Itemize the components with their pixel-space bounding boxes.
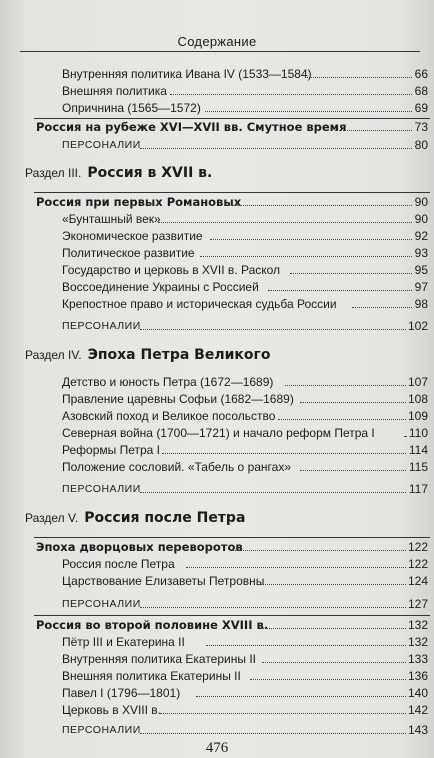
toc-entry-page: 90 [414, 212, 428, 226]
divider [34, 615, 430, 616]
toc-entry[interactable] [0, 668, 434, 684]
section-title: Россия после Петра [84, 510, 246, 526]
toc-entry[interactable] [0, 391, 434, 407]
toc-entry[interactable] [0, 66, 434, 82]
leader-dots [140, 329, 406, 330]
toc-entry[interactable] [0, 685, 434, 701]
leader-dots [300, 470, 406, 471]
toc-entry-title: Политическое развитие [62, 246, 195, 260]
leader-dots [260, 584, 406, 585]
toc-chapter-title: Эпоха дворцовых переворотов [36, 540, 243, 554]
toc-entry-title: Положение сословий. «Табель о рангах» [62, 460, 292, 474]
toc-entry-title: Правление царевны Софьи (1682—1689) [62, 392, 294, 406]
leader-dots [228, 205, 412, 206]
toc-entry-page: 107 [407, 375, 428, 389]
toc-entry-page: 92 [414, 229, 428, 243]
toc-entry-page: 98 [414, 297, 428, 311]
toc-entry[interactable] [0, 556, 434, 572]
toc-entry-page: 140 [407, 686, 428, 700]
toc-entry-page: 102 [407, 319, 428, 333]
toc-entry-title: Опричнина (1565—1572) [62, 101, 201, 115]
leader-dots [158, 222, 412, 223]
divider [34, 537, 430, 538]
toc-entry-page: 66 [414, 67, 428, 81]
toc-entry-page: 93 [414, 246, 428, 260]
toc-entry-page: 143 [407, 723, 428, 737]
leader-dots [268, 290, 412, 291]
toc-entry[interactable] [0, 634, 434, 650]
leader-dots [210, 239, 412, 240]
section-title: Россия в XVII в. [87, 165, 213, 181]
leader-dots [307, 77, 412, 78]
toc-entry-title: Северная война (1700—1721) и начало реформ Петра I [62, 426, 375, 440]
toc-entry-page: 114 [408, 443, 428, 457]
leader-dots [140, 148, 412, 149]
toc-chapter-title: Россия во второй половине XVIII в. [36, 618, 269, 632]
leader-dots [290, 273, 412, 274]
toc-chapter[interactable] [0, 617, 434, 633]
toc-entry[interactable] [0, 425, 434, 441]
leader-dots [300, 402, 406, 403]
divider [34, 192, 430, 193]
toc-entry[interactable] [0, 651, 434, 667]
toc-entry[interactable] [0, 245, 434, 261]
toc-entry[interactable] [0, 262, 434, 278]
toc-entry-page: 115 [408, 460, 428, 474]
toc-entry[interactable] [0, 374, 434, 390]
section-heading [25, 165, 212, 181]
toc-entry[interactable] [0, 596, 434, 612]
leader-dots [186, 567, 406, 568]
leader-dots [162, 453, 406, 454]
toc-entry-title: Государство и церковь в XVII в. Раскол [62, 263, 281, 277]
leader-dots [206, 645, 406, 646]
toc-entry-page: 133 [407, 652, 428, 666]
toc-entry[interactable] [0, 702, 434, 718]
toc-entry[interactable] [0, 228, 434, 244]
toc-chapter-page: 73 [414, 120, 428, 134]
toc-entry-title: «Бунташный век» [62, 212, 161, 226]
toc-entry-title: Реформы Петра I [62, 443, 160, 457]
toc-entry-title: ПЕРСОНАЛИИ [62, 724, 141, 736]
leader-dots [232, 550, 406, 551]
toc-entry-title: Экономическое развитие [62, 229, 203, 243]
leader-dots [352, 307, 412, 308]
toc-entry[interactable] [0, 100, 434, 116]
toc-chapter-page: 132 [407, 618, 428, 632]
toc-chapter[interactable] [0, 539, 434, 555]
toc-entry-title: Павел I (1796—1801) [62, 686, 181, 700]
toc-entry-page: 117 [408, 482, 428, 496]
section-label: Раздел IV. [25, 348, 82, 362]
toc-entry[interactable] [0, 318, 434, 334]
toc-entry-title: Крепостное право и историческая судьба России [62, 297, 337, 311]
toc-entry[interactable] [0, 279, 434, 295]
toc-entry-page: 108 [407, 392, 428, 406]
toc-entry-title: ПЕРСОНАЛИИ [62, 139, 141, 151]
toc-entry[interactable] [0, 211, 434, 227]
leader-dots [200, 256, 412, 257]
toc-entry[interactable] [0, 722, 434, 738]
leader-dots [285, 385, 406, 386]
toc-entry-page: 95 [414, 263, 428, 277]
toc-entry-title: Внешняя политика Екатерины II [62, 669, 241, 683]
leader-dots [140, 607, 406, 608]
toc-entry[interactable] [0, 296, 434, 312]
toc-entry-page: 68 [414, 84, 428, 98]
leader-dots [262, 662, 406, 663]
toc-entry[interactable] [0, 573, 434, 589]
toc-entry[interactable] [0, 137, 434, 153]
section-heading [25, 347, 270, 363]
toc-entry-title: Азовский поход и Великое посольство [62, 409, 276, 423]
toc-entry-page: 122 [407, 557, 428, 571]
toc-chapter-page: 122 [407, 540, 428, 554]
section-title: Эпоха Петра Великого [87, 347, 271, 363]
section-label: Раздел III. [25, 166, 82, 180]
leader-dots [262, 628, 406, 629]
toc-entry-title: Пётр III и Екатерина II [62, 635, 185, 649]
toc-entry-page: 124 [407, 574, 428, 588]
leader-dots [404, 436, 406, 437]
toc-entry-page: 69 [414, 101, 428, 115]
toc-entry-title: Церковь в XVIII в. [62, 703, 162, 717]
toc-entry-page: 97 [414, 280, 428, 294]
toc-chapter-page: 90 [414, 195, 428, 209]
toc-entry[interactable] [0, 83, 434, 99]
toc-entry-page: 142 [407, 703, 428, 717]
toc-entry-title: Царствование Елизаветы Петровны [62, 574, 265, 588]
toc-entry[interactable] [0, 459, 434, 475]
toc-entry[interactable] [0, 408, 434, 424]
toc-entry[interactable] [0, 481, 434, 497]
leader-dots [205, 111, 412, 112]
leader-dots [140, 733, 406, 734]
toc-entry-page: 127 [407, 597, 428, 611]
toc-entry-page: 132 [407, 635, 428, 649]
leader-dots [278, 419, 406, 420]
leader-dots [140, 492, 406, 493]
toc-chapter-title: Россия на рубеже XVI—XVII вв. Смутное время [36, 120, 347, 134]
toc-entry[interactable] [0, 442, 434, 458]
toc-chapter-title: Россия при первых Романовых [36, 195, 242, 209]
running-header: Содержание [177, 34, 257, 49]
leader-dots [250, 679, 406, 680]
leader-dots [160, 713, 406, 714]
toc-entry-title: Воссоединение Украины с Россией [62, 280, 259, 294]
toc-entry-title: Детство и юность Петра (1672—1689) [62, 375, 274, 389]
header-rule [20, 51, 420, 52]
toc-entry-title: Внешняя политика [62, 84, 167, 98]
leader-dots [170, 94, 412, 95]
toc-entry-page: 110 [408, 426, 428, 440]
leader-dots [196, 696, 406, 697]
toc-entry-title: Россия после Петра [62, 557, 175, 571]
toc-entry-title: ПЕРСОНАЛИИ [62, 320, 141, 332]
page-number: 476 [205, 740, 229, 756]
toc-entry-title: Внутренняя политика Ивана IV (1533—1584) [62, 67, 312, 81]
toc-chapter[interactable] [0, 119, 434, 135]
leader-dots [335, 130, 412, 131]
section-heading [25, 510, 245, 526]
toc-entry-page: 136 [407, 669, 428, 683]
toc-entry-page: 109 [407, 409, 428, 423]
toc-entry-title: Внутренняя политика Екатерины II [62, 652, 256, 666]
toc-entry-page: 80 [414, 138, 428, 152]
toc-entry-title: ПЕРСОНАЛИИ [62, 483, 141, 495]
section-label: Раздел V. [25, 511, 79, 525]
toc-chapter[interactable] [0, 194, 434, 210]
toc-entry-title: ПЕРСОНАЛИИ [62, 598, 141, 610]
